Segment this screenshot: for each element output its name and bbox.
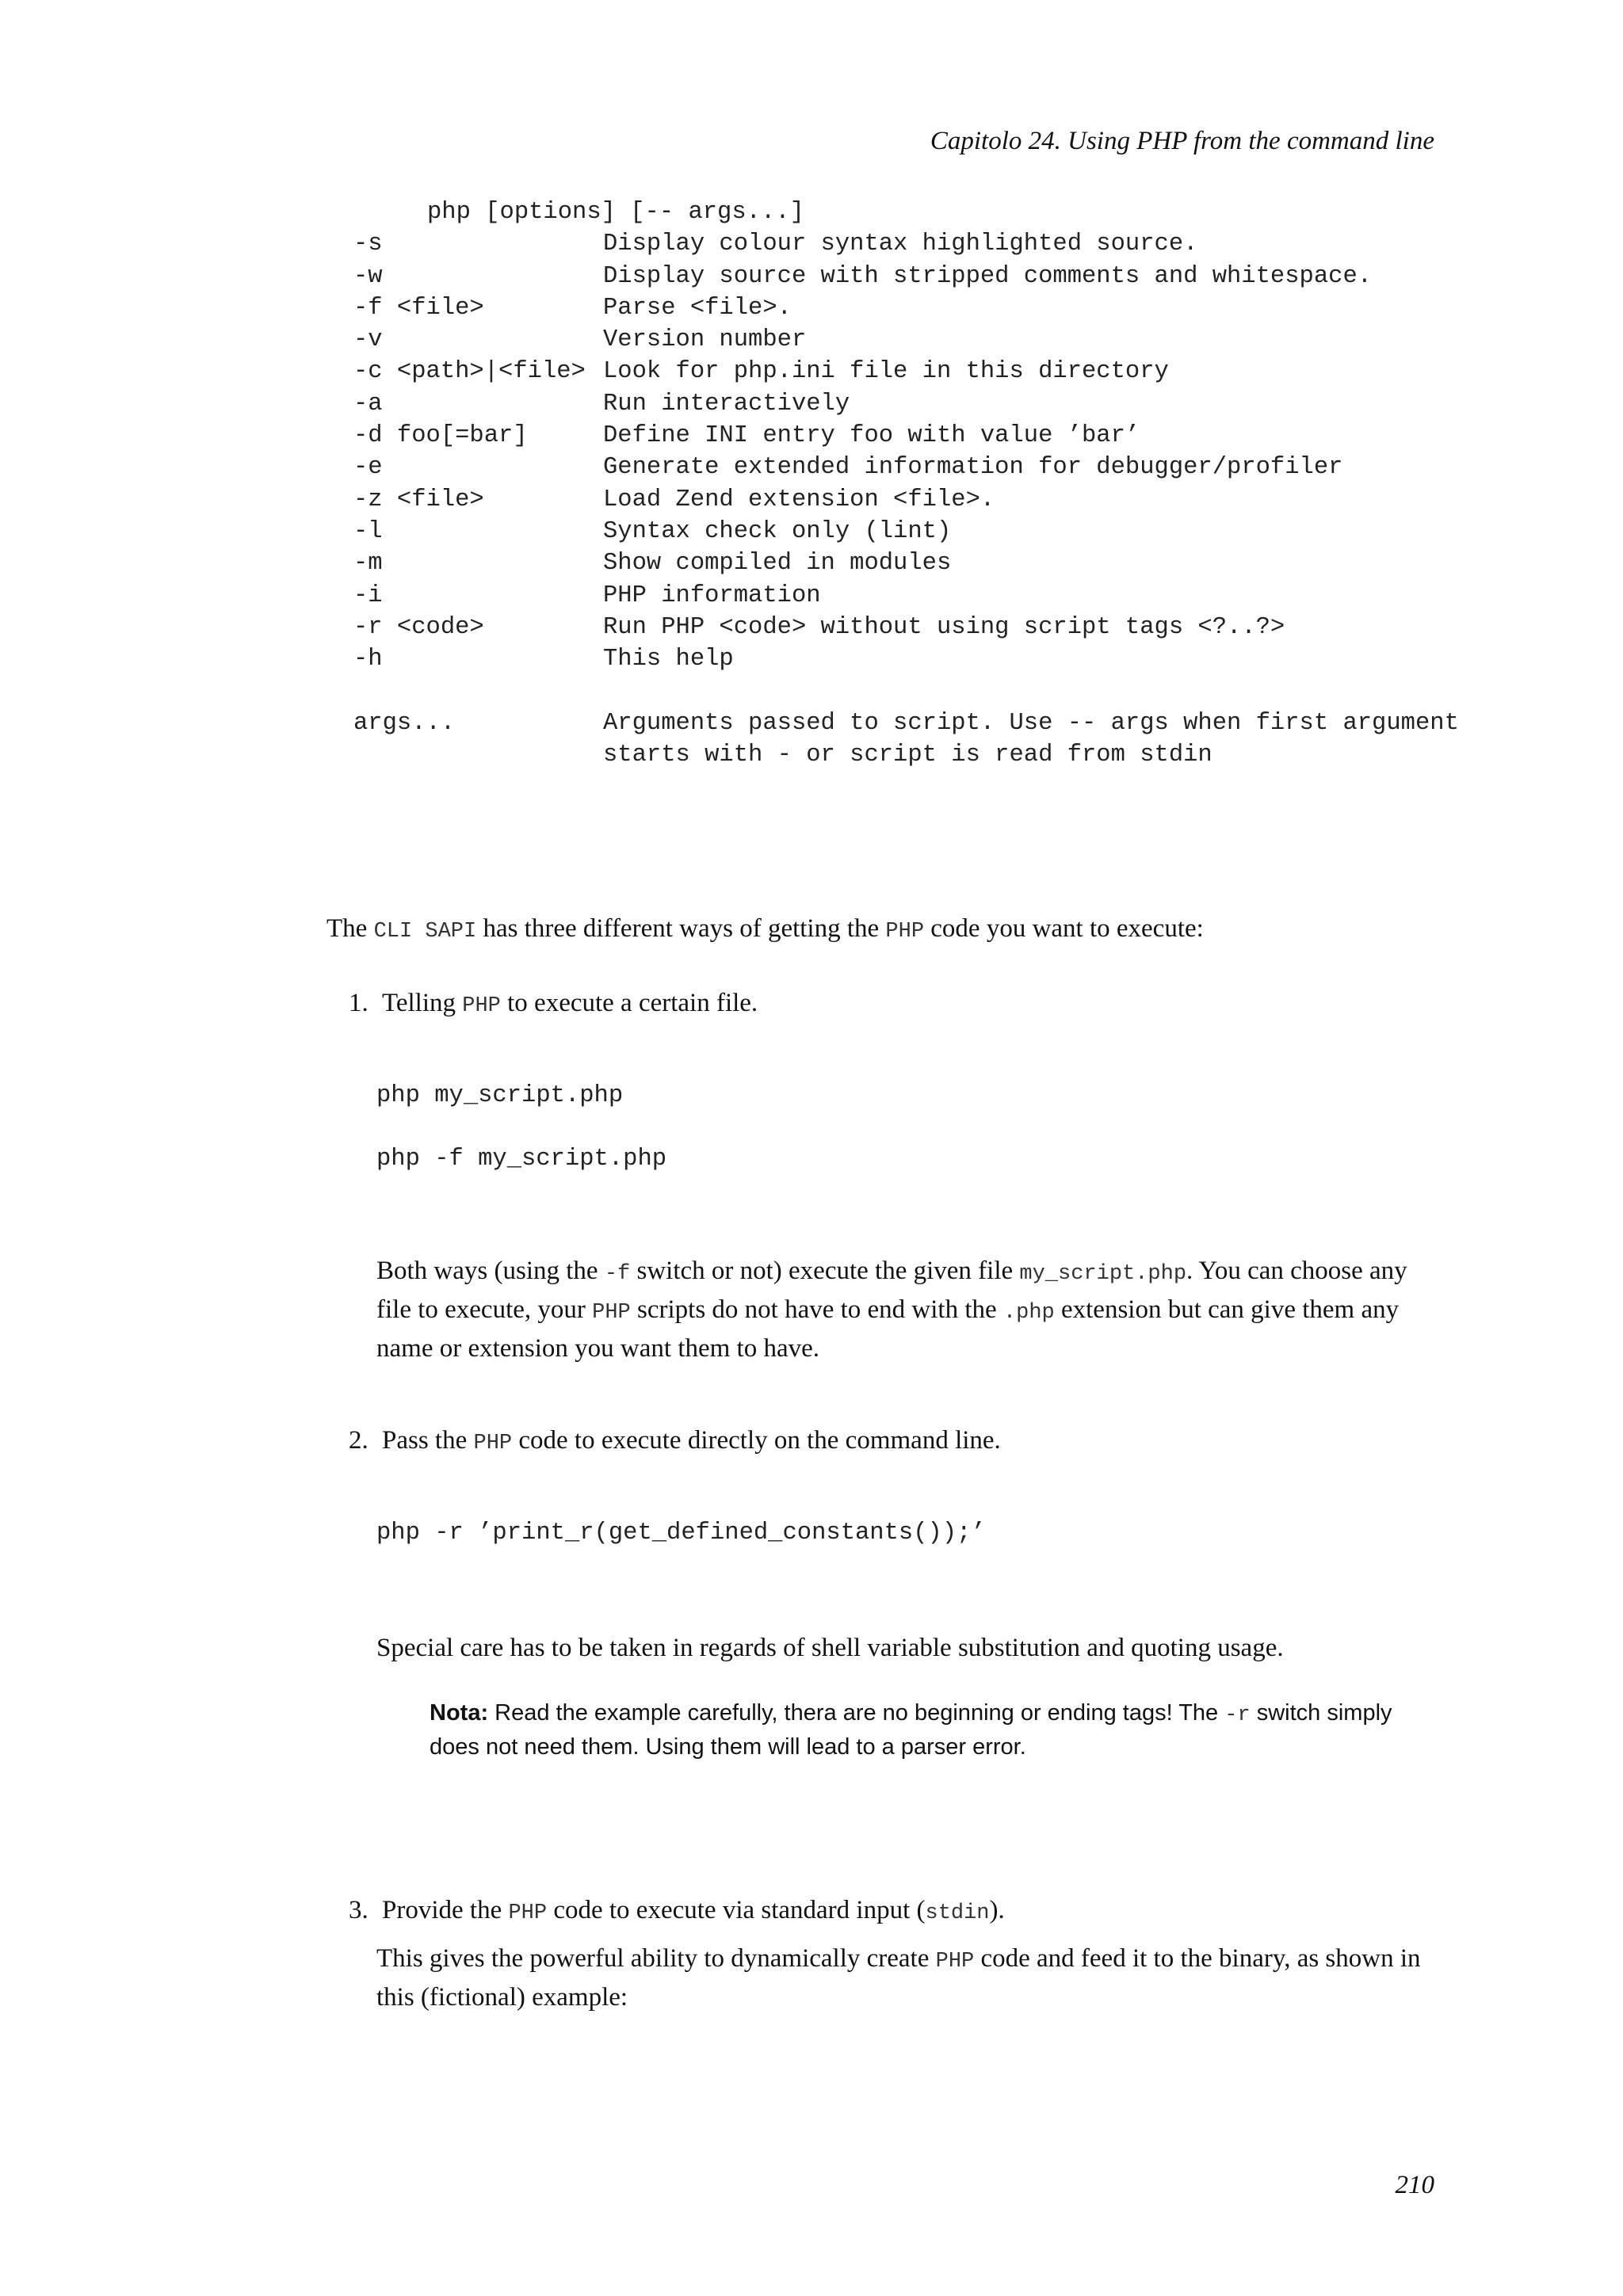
code-line: php -f my_script.php [376, 1146, 667, 1173]
list-number: 2. [349, 1426, 369, 1455]
option-flag: -h [353, 646, 383, 673]
blank-line [353, 675, 1459, 707]
option-flag: -s [353, 231, 383, 258]
inline-code: stdin [925, 1901, 990, 1925]
code-line: php my_script.php [376, 1082, 624, 1109]
text: Telling [382, 989, 463, 1017]
item3-paragraph [376, 1941, 1430, 2016]
option-flag: -i [353, 582, 383, 609]
text: switch or not) execute the given file [630, 1257, 1020, 1285]
option-desc: Run PHP <code> without using script tags <?..?> [603, 613, 1285, 641]
option-desc: Display source with stripped comments and whitespace. [603, 262, 1373, 290]
text: code and feed it to the binary, as shown in this (fictional) example: [376, 1944, 1421, 2012]
option-desc: Syntax check only (lint) [603, 517, 952, 545]
inline-code: my_script.php [1019, 1262, 1187, 1286]
text: Both ways (using the [376, 1257, 605, 1285]
inline-code: -r [1224, 1703, 1251, 1727]
text: code to execute via standard input ( [547, 1896, 926, 1924]
option-row [353, 292, 1459, 324]
item1-paragraph [376, 1253, 1430, 1367]
args-desc-line1: Arguments passed to script. Use -- args when first argument [603, 709, 1459, 737]
args-row [353, 707, 1459, 739]
page-number: 210 [1395, 2171, 1434, 2199]
text: Provide the [382, 1896, 509, 1924]
option-desc: Version number [603, 326, 807, 354]
option-desc: PHP information [603, 582, 821, 609]
option-row [353, 261, 1459, 292]
option-flag: -f <file> [353, 294, 484, 322]
option-desc: Display colour syntax highlighted source. [603, 231, 1198, 258]
option-desc: This help [603, 646, 734, 673]
option-row [353, 388, 1459, 420]
args-flag: args... [353, 709, 456, 737]
intro-text: code you want to execute: [924, 914, 1204, 943]
list-item-text [382, 986, 758, 1024]
option-flag: -d foo[=bar] [353, 422, 528, 450]
option-row [353, 324, 1459, 356]
option-flag: -l [353, 517, 383, 545]
intro-paragraph [327, 911, 1204, 950]
intro-code-php: PHP [885, 920, 925, 944]
option-flag: -z <file> [353, 486, 484, 513]
option-row [353, 547, 1459, 579]
list-item-text [382, 1893, 1005, 1932]
args-desc-line2: starts with - or script is read from stdin [603, 742, 1212, 769]
intro-code-cli-sapi: CLI SAPI [373, 920, 477, 944]
note-label: Nota: [430, 1700, 489, 1726]
option-flag: -m [353, 550, 383, 578]
inline-code: .php [1002, 1301, 1055, 1325]
text: This gives the powerful ability to dynamically create [376, 1944, 936, 1973]
option-desc: Load Zend extension <file>. [603, 486, 995, 513]
option-row [353, 516, 1459, 547]
inline-code: PHP [473, 1432, 513, 1455]
usage-screen [353, 196, 1459, 771]
option-desc: Look for php.ini file in this directory [603, 358, 1169, 386]
option-desc: Parse <file>. [603, 294, 792, 322]
option-flag: -w [353, 262, 383, 290]
option-row [353, 420, 1459, 452]
option-row [353, 643, 1459, 675]
note-box [430, 1697, 1428, 1763]
text: switch simply does not need them. Using them will lead to a parser error. [430, 1700, 1392, 1760]
list-number: 3. [349, 1896, 369, 1924]
option-desc: Define INI entry foo with value ’bar’ [603, 422, 1140, 450]
option-row [353, 228, 1459, 260]
option-row [353, 356, 1459, 387]
option-row [353, 484, 1459, 516]
option-row [353, 452, 1459, 483]
intro-text: The [327, 914, 374, 943]
inline-code: PHP [462, 994, 501, 1018]
option-desc: Show compiled in modules [603, 550, 952, 578]
list-item-text [382, 1423, 1001, 1462]
inline-code: PHP [592, 1301, 631, 1325]
option-flag: -e [353, 454, 383, 482]
inline-code: PHP [935, 1950, 975, 1974]
option-row [353, 580, 1459, 612]
option-flag: -v [353, 326, 383, 354]
option-row [353, 612, 1459, 643]
args-row-cont [353, 739, 1459, 771]
inline-code: PHP [508, 1901, 548, 1925]
running-header: Capitolo 24. Using PHP from the command line [930, 127, 1434, 155]
inline-code: -f [604, 1262, 631, 1286]
option-desc: Generate extended information for debugger/profiler [603, 454, 1343, 482]
intro-text: has three different ways of getting the [476, 914, 886, 943]
text: to execute a certain file. [500, 989, 758, 1017]
text: Read the example carefully, thera are no beginning or ending tags! The [488, 1700, 1225, 1726]
text: code to execute directly on the command line. [512, 1426, 1001, 1455]
text: . You can choose any file to execute, your [376, 1257, 1407, 1324]
option-desc: Run interactively [603, 390, 850, 418]
text: Pass the [382, 1426, 474, 1455]
text: ). [989, 1896, 1005, 1924]
list-number: 1. [349, 989, 369, 1017]
option-flag: -a [353, 390, 383, 418]
text: scripts do not have to end with the [630, 1295, 1003, 1324]
item2-paragraph: Special care has to be taken in regards of shell variable substitution and quoting usage. [376, 1634, 1284, 1662]
code-line: php -r ’print_r(get_defined_constants());’ [376, 1520, 986, 1547]
option-flag: -r <code> [353, 613, 484, 641]
usage-synopsis: php [options] [-- args...] [427, 199, 804, 226]
option-flag: -c <path>|<file> [353, 358, 586, 386]
text: extension but can give them any name or extension you want them to have. [376, 1295, 1400, 1363]
